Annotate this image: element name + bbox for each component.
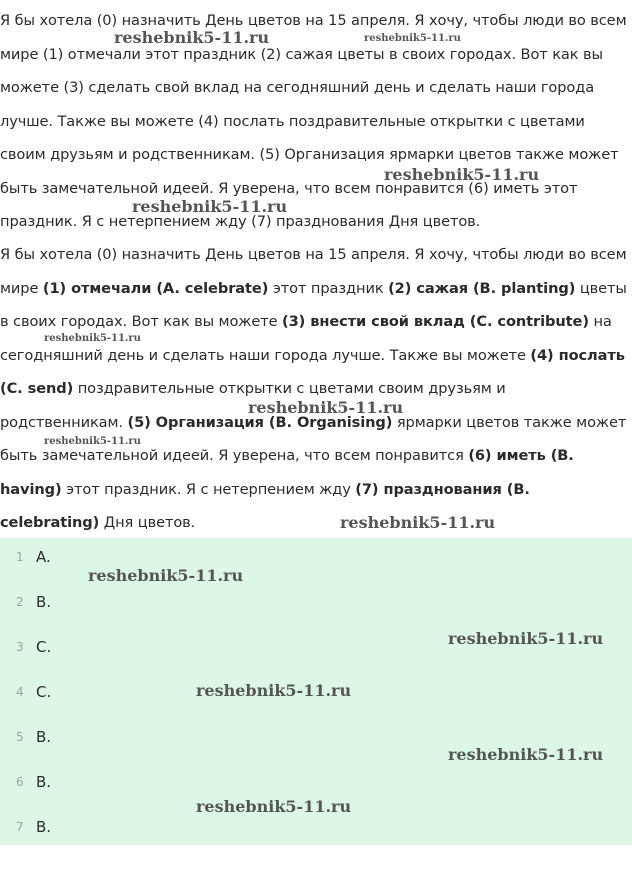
watermark: reshebnik5-11.ru	[196, 797, 352, 816]
answer-text: на сегодняшний день и сделать наши города лучше. Также вы можете	[0, 313, 612, 364]
watermark: reshebnik5-11.ru	[384, 165, 540, 184]
answer-number: 4	[16, 685, 24, 699]
answer-highlight-7: (7) празднования (B. celebrating)	[0, 480, 530, 531]
task-paragraph	[0, 4, 632, 239]
answer-value: B.	[36, 818, 52, 836]
answer-value: A.	[36, 548, 51, 566]
answer-text: Я бы хотела (0) назначить День цветов на 15 апреля. Я хочу, чтобы люди во всем мире	[0, 246, 627, 297]
answer-text: цветы в своих городах. Вот как вы можете	[0, 279, 627, 330]
watermark: reshebnik5-11.ru	[44, 333, 141, 344]
watermark: reshebnik5-11.ru	[448, 629, 604, 648]
answer-highlight-6: (6) иметь (B. having)	[0, 447, 574, 498]
answer-value: B.	[36, 773, 52, 791]
answer-text: Дня цветов.	[99, 514, 196, 531]
answer-text: этот праздник. Я с нетерпением жду	[61, 480, 356, 498]
answer-number: 6	[16, 775, 24, 789]
answer-highlight-2: (2) сажая (B. planting)	[388, 279, 576, 297]
answer-text: этот праздник	[268, 279, 389, 297]
answer-value: B.	[36, 728, 52, 746]
watermark: reshebnik5-11.ru	[114, 28, 270, 47]
answer-value: B.	[36, 593, 52, 611]
answer-paragraph	[0, 238, 632, 540]
answer-highlight-1: (1) отмечали (A. celebrate)	[42, 279, 269, 297]
answer-value: C.	[36, 638, 52, 656]
answer-number: 7	[16, 820, 24, 834]
watermark: reshebnik5-11.ru	[132, 197, 288, 216]
answer-value: C.	[36, 683, 52, 701]
answer-highlight-3: (3) внести свой вклад (C. contribute)	[282, 313, 589, 330]
answer-number: 1	[16, 550, 24, 564]
task-text: Я бы хотела (0) назначить День цветов на 15 апреля. Я хочу, чтобы люди во всем мире (1) отмечали этот праздник (2) сажая цветы в своих городах. Вот как вы можете (3) сделать свой вклад на сегодняшний день и сделать наши города лучше. Также вы можете (4) послать поздравительные открытки с цветами своим друзьям и родственникам. (5) Организация ярмарки цветов также может быть замечательной идеей. Я уверена, что всем понравится (6) иметь этот праздник. Я с нетерпением жду (7) празднования Дня цветов.	[0, 12, 627, 230]
answer-text: поздравительные открытки с цветами своим друзьям и родственникам.	[0, 380, 506, 431]
answer-number: 2	[16, 595, 24, 609]
answer-number: 5	[16, 730, 24, 744]
answer-text: ярмарки цветов также может быть замечательной идеей. Я уверена, что всем понравится	[0, 413, 627, 464]
watermark: reshebnik5-11.ru	[448, 745, 604, 764]
watermark: reshebnik5-11.ru	[340, 513, 496, 532]
watermark: reshebnik5-11.ru	[44, 436, 141, 447]
watermark: reshebnik5-11.ru	[196, 681, 352, 700]
watermark: reshebnik5-11.ru	[248, 398, 404, 417]
watermark: reshebnik5-11.ru	[364, 33, 461, 44]
answer-highlight-4: (4) послать (C. send)	[0, 346, 625, 397]
answer-highlight-5: (5) Организация (B. Organising)	[127, 413, 393, 431]
answer-number: 3	[16, 640, 24, 654]
watermark: reshebnik5-11.ru	[88, 566, 244, 585]
